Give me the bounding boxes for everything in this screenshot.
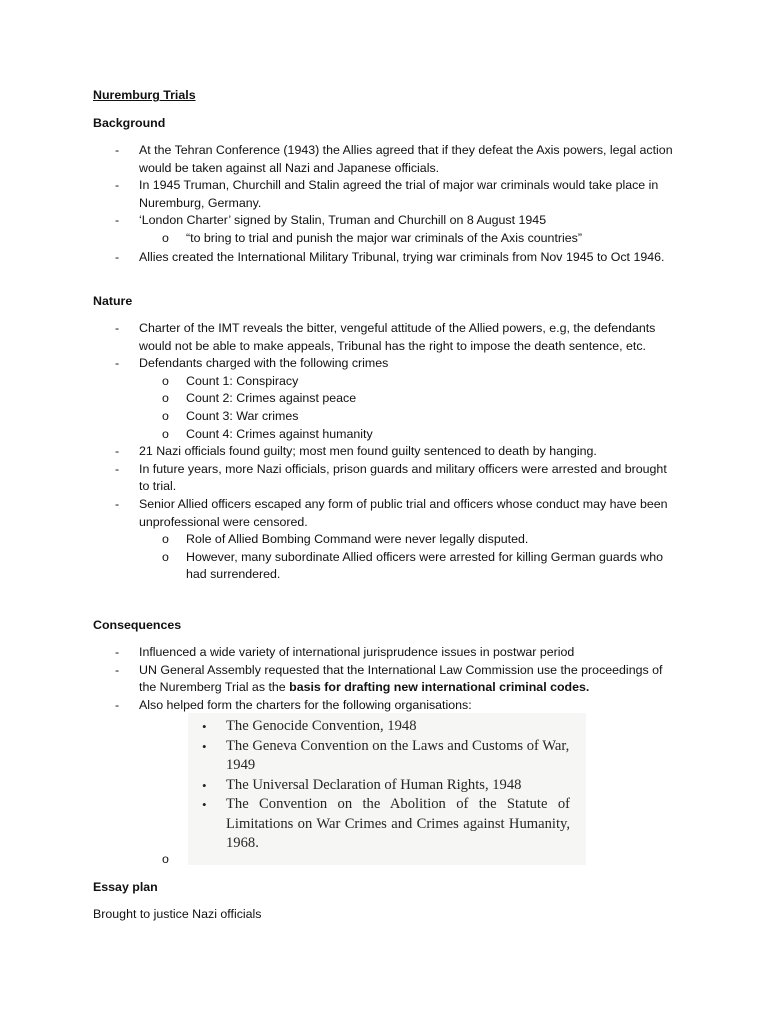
- list-item: [0, 697, 768, 715]
- consequences-heading: Consequences: [93, 618, 182, 632]
- count-text: Count 4: Crimes against humanity: [186, 426, 373, 441]
- dash-marker: -: [115, 143, 120, 157]
- page-title: Nuremburg Trials: [93, 88, 196, 102]
- organisation-text: The Universal Declaration of Human Rights, 1948: [226, 776, 522, 793]
- circle-marker: o: [162, 408, 169, 423]
- list-item: [0, 177, 768, 212]
- organisation-text: The Geneva Convention on the Laws and Customs of War, 1949: [226, 737, 570, 773]
- circle-marker: o: [162, 426, 169, 441]
- count-text: Count 2: Crimes against peace: [186, 391, 357, 406]
- sub-item-text: However, many subordinate Allied officers were arrested for killing German guards who had surrendered.: [186, 549, 664, 582]
- list-item: [188, 737, 586, 776]
- list-item: [0, 662, 768, 697]
- circle-marker: o: [162, 532, 169, 547]
- quote-text: “to bring to trial and punish the major war criminals of the Axis countries”: [186, 230, 582, 245]
- dash-marker: -: [115, 662, 120, 677]
- dash-marker: -: [115, 496, 120, 511]
- list-item-text: Defendants charged with the following crimes: [139, 356, 389, 371]
- organisation-text: The Convention on the Abolition of the Statute of Limitations on War Crimes and Crimes against Humanity, 1968.: [226, 796, 570, 851]
- emphasis-text: basis for drafting new international criminal codes.: [289, 680, 590, 695]
- circle-marker: o: [162, 373, 169, 388]
- dash-marker: -: [115, 178, 120, 193]
- list-item-text: In future years, more Nazi officials, prison guards and military officers were arrested and brought to trial.: [139, 461, 667, 494]
- list-item: [0, 212, 768, 247]
- sub-list-item: [139, 373, 680, 391]
- dash-marker: -: [115, 321, 120, 335]
- list-item: [0, 443, 768, 461]
- organisations-list: [188, 717, 586, 854]
- list-item-text: Allies created the International Military Tribunal, trying war criminals from Nov 1945 to Oct 1946.: [139, 249, 665, 264]
- list-item: [188, 776, 586, 796]
- list-item: [188, 717, 586, 737]
- list-item: [0, 461, 768, 496]
- list-item: [188, 795, 586, 854]
- list-item: [0, 249, 768, 267]
- circle-marker: o: [162, 852, 169, 866]
- scanned-excerpt-image: [188, 713, 586, 865]
- list-item: [0, 496, 768, 584]
- sub-list-item: [139, 230, 680, 248]
- bullet-marker: •: [202, 719, 207, 734]
- background-heading: Background: [93, 116, 166, 130]
- sub-list-item: [139, 531, 680, 549]
- list-item: [0, 142, 768, 177]
- list-item-text: Also helped form the charters for the following organisations:: [139, 697, 472, 712]
- sub-list-item: [139, 390, 680, 408]
- list-item: [0, 644, 768, 662]
- list-item: [0, 355, 768, 443]
- sub-list-item: [139, 549, 680, 584]
- sub-item-text: Role of Allied Bombing Command were never legally disputed.: [186, 532, 529, 547]
- count-text: Count 1: Conspiracy: [186, 373, 299, 388]
- list-item-text: Influenced a wide variety of international jurisprudence issues in postwar period: [139, 645, 575, 659]
- dash-marker: -: [115, 213, 120, 228]
- list-item-text: ‘London Charter’ signed by Stalin, Truman and Churchill on 8 August 1945: [139, 213, 547, 228]
- bullet-marker: •: [202, 738, 207, 754]
- nature-heading: Nature: [93, 294, 133, 308]
- circle-marker: o: [162, 230, 169, 245]
- list-item-text: UN General Assembly requested that the International Law Commission use the proceedings of the Nuremberg Trial as the: [139, 662, 663, 695]
- bullet-marker: •: [202, 777, 207, 793]
- bullet-marker: •: [202, 797, 207, 812]
- sub-list-item: [139, 426, 680, 444]
- dash-marker: -: [115, 645, 120, 659]
- sub-list: [139, 531, 680, 584]
- count-text: Count 3: War crimes: [186, 408, 299, 423]
- dash-marker: -: [115, 444, 120, 459]
- organisation-text: The Genocide Convention, 1948: [226, 718, 417, 734]
- dash-marker: -: [115, 356, 120, 371]
- sub-list: [139, 373, 680, 443]
- sub-list: [139, 230, 680, 248]
- circle-marker: o: [162, 391, 169, 406]
- background-list: [0, 142, 768, 266]
- essay-plan-text: Brought to justice Nazi officials: [93, 907, 262, 921]
- circle-marker: o: [162, 549, 169, 564]
- list-item-text: Senior Allied officers escaped any form of public trial and officers whose conduct may have been unprofessional were censored.: [139, 496, 668, 529]
- essay-plan-heading: Essay plan: [93, 880, 158, 894]
- dash-marker: -: [115, 249, 120, 264]
- list-item-text: At the Tehran Conference (1943) the Allies agreed that if they defeat the Axis powers, legal action would be taken against all Nazi and Japanese officials.: [139, 143, 673, 175]
- list-item-text: 21 Nazi officials found guilty; most men found guilty sentenced to death by hanging.: [139, 444, 597, 459]
- nature-list: [0, 320, 768, 584]
- dash-marker: -: [115, 697, 120, 712]
- list-item: [0, 320, 768, 355]
- list-item-text: In 1945 Truman, Churchill and Stalin agreed the trial of major war criminals would take place in Nuremburg, Germany.: [139, 178, 659, 210]
- sub-list-item: [139, 408, 680, 426]
- consequences-list: [0, 644, 768, 714]
- list-item-text: Charter of the IMT reveals the bitter, vengeful attitude of the Allied powers, e.g, the defendants would not be able to make appeals, Tribunal has the right to impose the death sentence, etc.: [139, 321, 656, 353]
- dash-marker: -: [115, 461, 120, 476]
